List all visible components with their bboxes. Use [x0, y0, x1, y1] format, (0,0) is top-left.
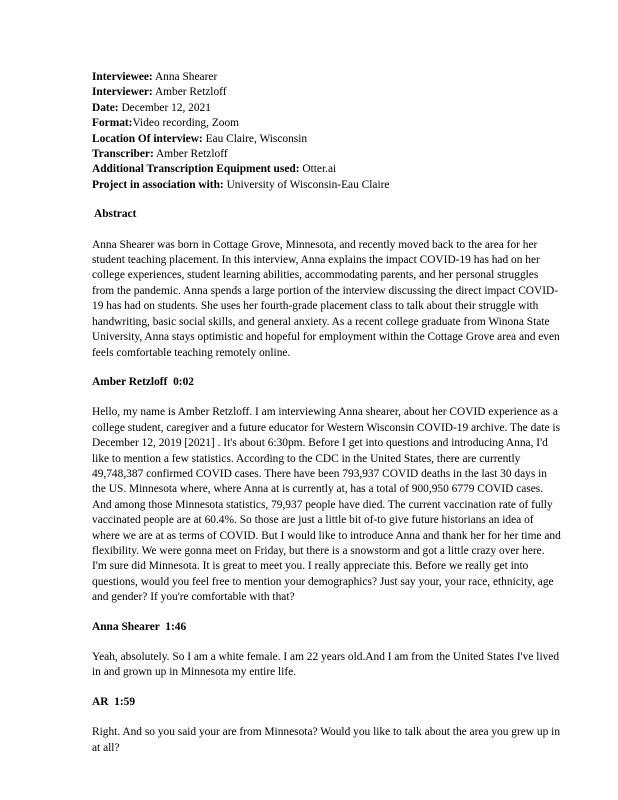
transcript-paragraph: Yeah, absolutely. So I am a white female. I am 22 years old.And I am from the United States I've lived in and grown up in Minnesota my entire life.: [92, 651, 560, 679]
project-value: University of Wisconsin-Eau Claire: [226, 178, 390, 191]
transcriber-line: [92, 147, 562, 162]
equipment-line: [92, 162, 562, 177]
project-line: [92, 178, 562, 193]
location-value: Eau Claire, Wisconsin: [205, 132, 308, 145]
equipment-label: Additional Transcription Equipment used:: [92, 163, 300, 176]
date-line: [92, 101, 562, 116]
format-label: Format:: [92, 117, 133, 130]
interviewer-line: [92, 85, 562, 100]
format-line: [92, 116, 562, 131]
project-label: Project in association with:: [92, 178, 224, 191]
abstract-heading: Abstract: [94, 208, 137, 221]
transcriber-value: Amber Retzloff: [156, 148, 228, 161]
interviewer-value: Amber Retzloff: [154, 86, 227, 99]
transcript-page: [92, 70, 562, 756]
speaker-heading: Amber Retzloff 0:02: [92, 375, 194, 388]
date-value: December 12, 2021: [121, 101, 211, 114]
date-label: Date:: [92, 101, 119, 114]
location-label: Location Of interview:: [92, 132, 203, 145]
speaker-heading: Anna Shearer 1:46: [92, 620, 187, 633]
abstract-text: Anna Shearer was born in Cottage Grove, Minnesota, and recently moved back to the area for her student teaching placement. In this interview, Anna explains the impact COVID-19 has had on her college experiences, student learning abilities, accommodating parents, and her personal struggles from the pandemic. Anna spends a large portion of the interview discussing the direct impact COVID-19 has had on students. She uses her fourth-grade placement class to talk about their struggle with handwriting, basic social skills, and general anxiety. As a recent college graduate from Winona State University, Anna stays optimistic and hopeful for employment within the Cottage Grove area and even feels comfortable teaching remotely online.: [92, 238, 560, 359]
equipment-value: Otter.ai: [302, 163, 337, 176]
interviewee-label: Interviewee:: [92, 71, 153, 83]
format-value: Video recording, Zoom: [132, 117, 240, 130]
transcript-paragraph: Right. And so you said your are from Minnesota? Would you like to talk about the area you grew up in at all?: [92, 726, 561, 754]
location-line: [92, 132, 562, 147]
interviewer-label: Interviewer:: [92, 86, 153, 99]
interviewee-value: Anna Shearer: [154, 71, 218, 83]
speaker-heading: AR 1:59: [92, 695, 136, 708]
transcript-paragraph: Hello, my name is Amber Retzloff. I am interviewing Anna shearer, about her COVID experience as a college student, caregiver and a future educator for Western Wisconsin COVID-19 archive. The date is December 12, 2019 [2021] . It's about 6:30pm. Before I get into questions and introducing Anna, I'd like to mention a few statistics. According to the CDC in the United States, there are currently 49,748,387 confirmed COVID cases. There have been 793,937 COVID deaths in the last 30 days in the US. Minnesota where, where Anna at is currently at, has a total of 900,950 6779 COVID cases. And among those Minnesota statistics, 79,937 people have died. The current vaccination rate of fully vaccinated people are at 60.4%. So those are just a little bit of-to give future historians an idea of where we are at as terms of COVID. But I would like to introduce Anna and thank her for her time and flexibility. We were gonna meet on Friday, but there is a snowstorm and got a little crazy over here. I'm sure did Minnesota. It is great to meet you. I really appreciate this. Before we really get into questions, would you feel free to mention your demographics? Just say your, your race, ethnicity, age and gender? If you're comfortable with that?: [92, 406, 561, 604]
interviewee-line: [92, 70, 562, 85]
metadata-block: [92, 70, 562, 193]
transcriber-label: Transcriber:: [92, 148, 154, 161]
